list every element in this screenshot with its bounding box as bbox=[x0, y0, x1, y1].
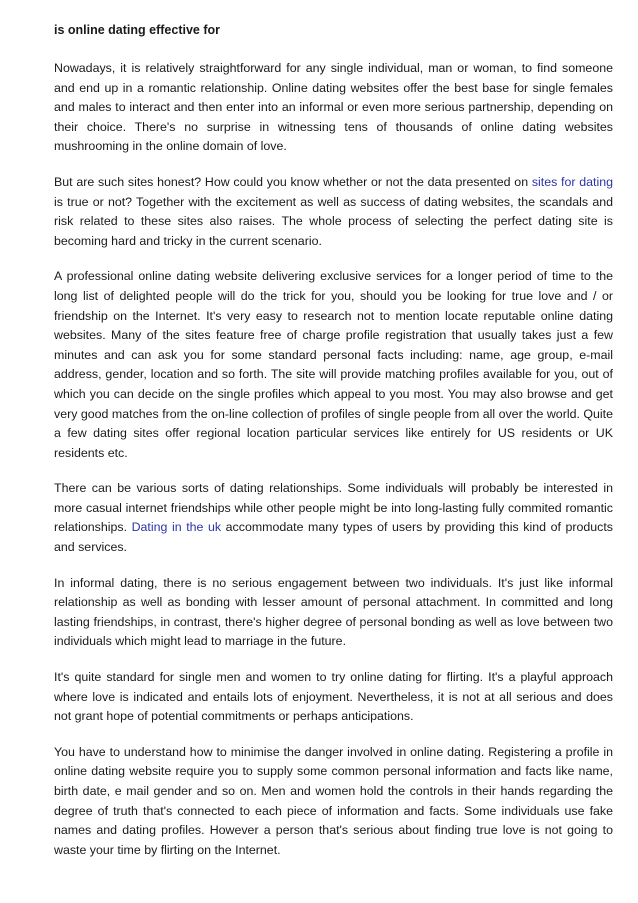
paragraph-4 bbox=[54, 479, 613, 557]
paragraph-2-text-start: But are such sites honest? How could you know whether or not the data presented on bbox=[54, 174, 532, 189]
sites-for-dating-link[interactable]: sites for dating bbox=[531, 174, 613, 189]
dating-in-the-uk-link[interactable]: Dating in the uk bbox=[131, 520, 222, 535]
paragraph-1: Nowadays, it is relatively straightforward for any single individual, man or woman, to find someone and end up in a romantic relationship. Online dating websites offer the best base for single females and males to interact and then enter into an informal or even more serious partnership, depending on their choice. There's no surprise in witnessing tens of thousands of online dating websites mushrooming in the online domain of love. bbox=[54, 61, 613, 154]
paragraph-4-text-end: accommodate many types of users by providing this kind of products and services. bbox=[54, 520, 614, 555]
paragraph-6: It's quite standard for single men and women to try online dating for flirting. It's a playful approach where love is indicated and entails lots of enjoyment. Nevertheless, it is not at all serious and does not grant hope of potential commitments or perhaps anticipations. bbox=[54, 670, 613, 724]
document-page bbox=[54, 22, 613, 876]
paragraph-2 bbox=[54, 173, 613, 251]
paragraph-4-text-start: There can be various sorts of dating relationships. Some individuals will probably be interested in more casual internet friendships while other people might be into long-lasting fully commited romantic relationships. bbox=[54, 481, 613, 535]
paragraph-3: A professional online dating website delivering exclusive services for a longer period of time to the long list of delighted people will do the trick for you, should you be looking for true love and / or friendship on the Internet. It's very easy to research not to mention locate reputable online dating websites. Many of the sites feature free of charge profile registration that usually takes just a few minutes and can ask you for some standard personal facts including: name, age group, e-mail address, gender, location and so forth. The site will provide matching profiles available for you, out of which you can decide on the single profiles which appeal to you most. You may also browse and get very good matches from the on-line collection of profiles of single people from all over the world. Quite a few dating sites offer regional location particular services like entirely for US residents or UK residents etc. bbox=[54, 269, 613, 460]
paragraph-2-text-end: is true or not? Together with the excitement as well as success of dating websites, the scandals and risk related to these sites also raises. The whole process of selecting the perfect dating site is becoming hard and tricky in the current scenario. bbox=[54, 194, 613, 248]
paragraph-7: You have to understand how to minimise the danger involved in online dating. Registering a profile in online dating website require you to supply some common personal information and facts like name, birth date, e mail gender and so on. Men and women hold the controls in their hands regarding the degree of truth that's connected to each piece of information and facts. Some individuals use fake names and dating profiles. However a person that's serious about finding true love is not going to waste your time by flirting on the Internet. bbox=[54, 744, 613, 857]
paragraph-5: In informal dating, there is no serious engagement between two individuals. It's just like informal relationship as well as bonding with lesser amount of personal attachment. In committed and long lasting friendships, in contrast, there's higher degree of personal bonding as well as love between two individuals which might lead to marriage in the future. bbox=[54, 575, 613, 649]
document-title: is online dating effective for bbox=[54, 23, 220, 37]
